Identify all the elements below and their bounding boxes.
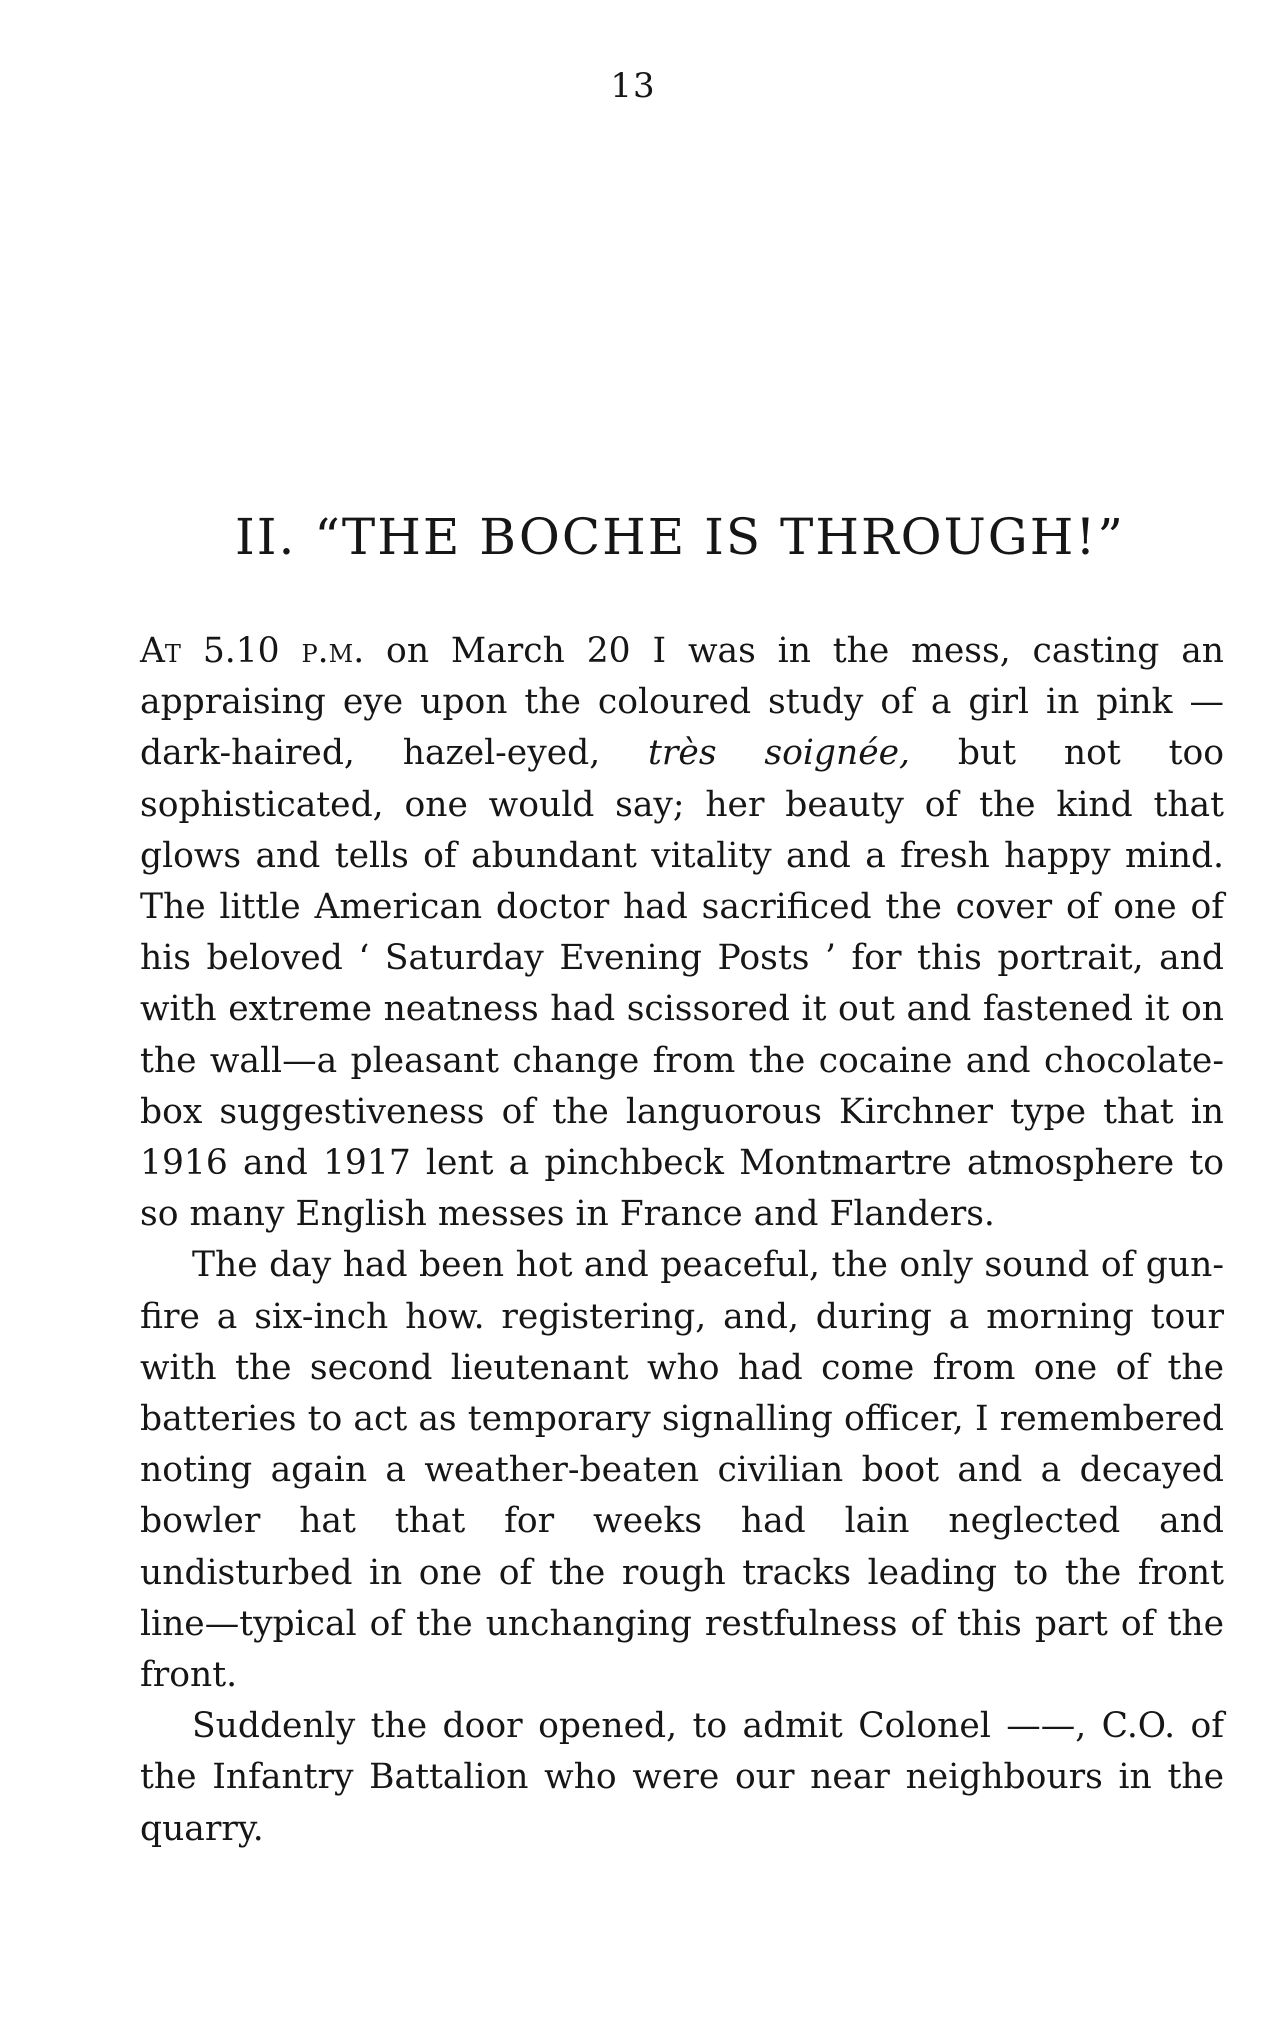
page-number: 13 [610, 66, 656, 106]
time-value: 5.10 [202, 631, 280, 671]
foreign-phrase: très soignée, [648, 733, 910, 774]
pm-marker: p.m. [301, 631, 365, 671]
lead-word: At [140, 631, 181, 671]
paragraph-1 [140, 626, 1224, 1240]
paragraph-3: Suddenly the door opened, to admit Colonel ——, C.O. of the Infantry Battalion who were our near neighbours in the quarry. [140, 1706, 1224, 1849]
paragraph-1-text-b: but not too sophisticated, one would say; her beauty of the kind that glows and tells of abundant vitality and a fresh happy mind. The little American doctor had sacrificed the cover of one of his beloved ‘ Saturday Evening Posts ’ for this portrait, and with extreme neatness had scissored it out and fastened it on the wall—a pleasant change from the cocaine and chocolate-box suggestiveness of the languorous Kirchner type that in 1916 and 1917 lent a pinchbeck Montmartre atmosphere to so many English messes in France and Flanders. [140, 733, 1224, 1235]
paragraph-2: The day had been hot and peaceful, the only sound of gun-fire a six-inch how. registering, and, during a morning tour with the second lieutenant who had come from one of the batteries to act as temporary signalling officer, I remembered noting again a weather-beaten civilian boot and a decayed bowler hat that for weeks had lain neglected and undisturbed in one of the rough tracks leading to the front line—typical of the unchanging restfulness of this part of the front. [140, 1245, 1224, 1696]
paragraph-1-text-a: on March 20 I was in the mess, casting an appraising eye upon the coloured study of a girl in pink —dark-haired, hazel-eyed, [140, 631, 1224, 774]
chapter-title: II. “THE BOCHE IS THROUGH!” [235, 508, 1125, 566]
body-text [140, 626, 1224, 1855]
